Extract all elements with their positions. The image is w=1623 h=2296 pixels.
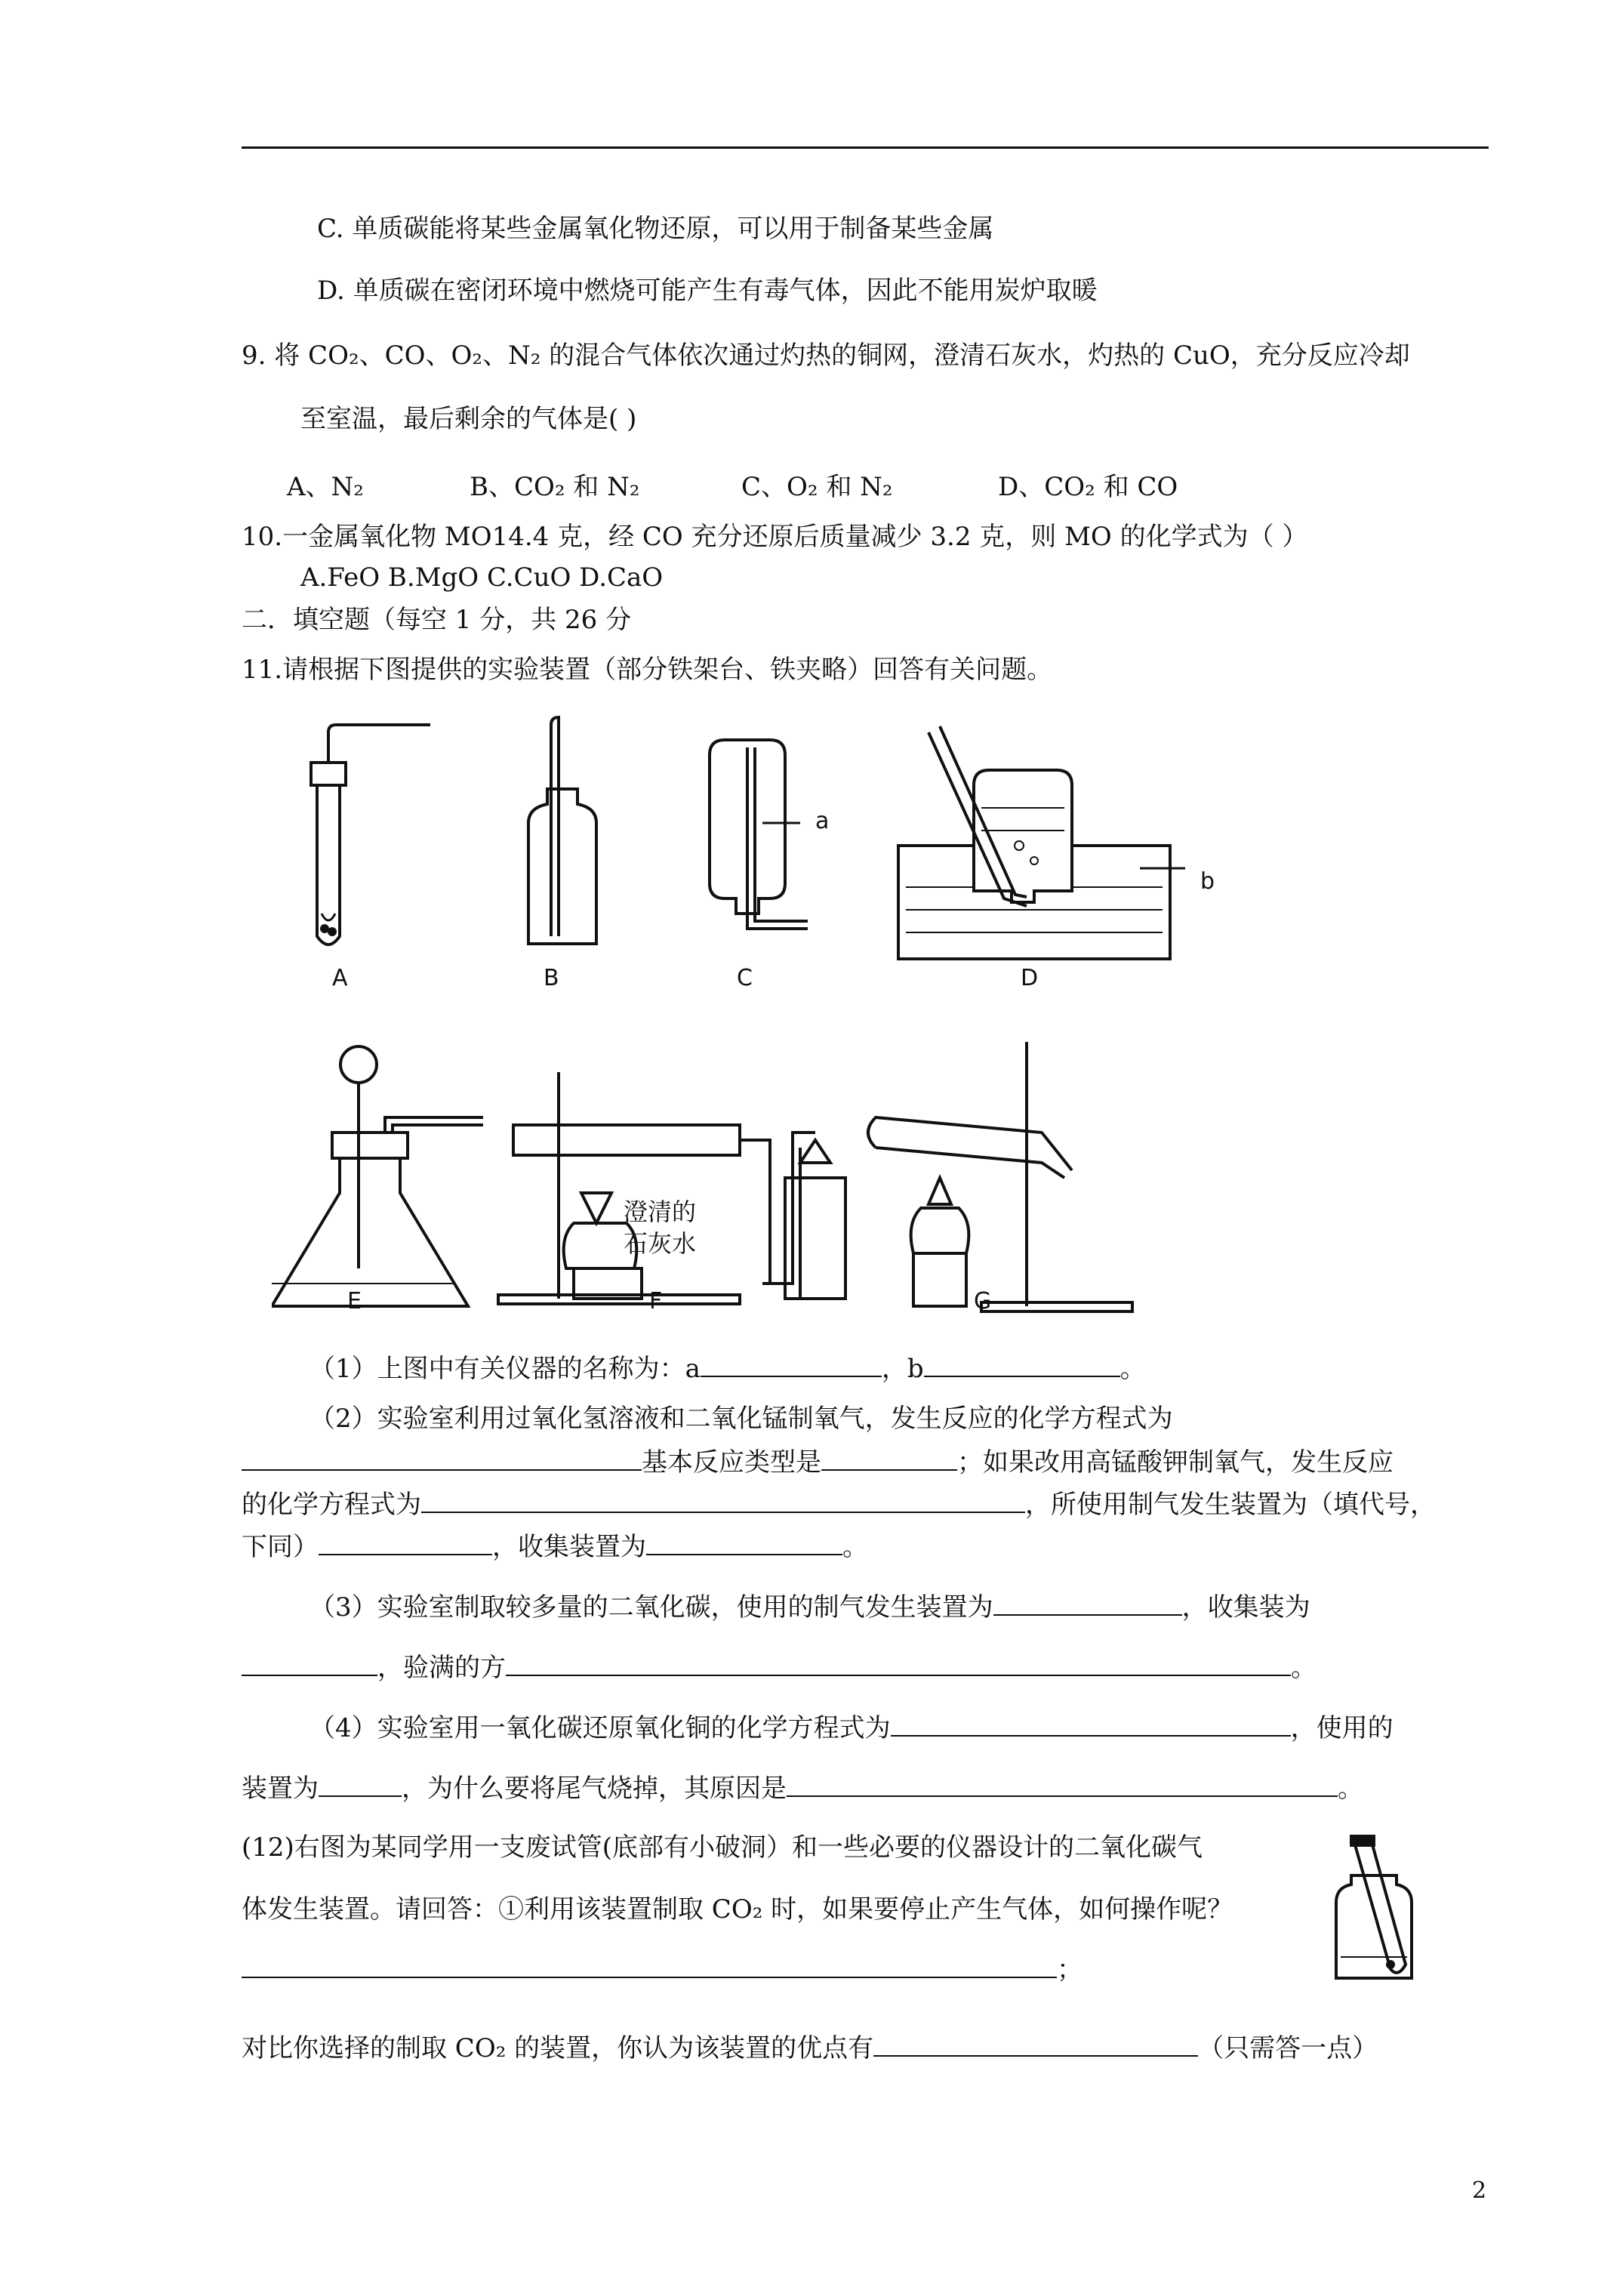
question-12-line-3 <box>242 1952 1083 1986</box>
part-2-line-3 <box>242 1487 1436 1521</box>
part-3-check-label: ，验满的方 <box>377 1653 506 1683</box>
blank-o2-generator[interactable] <box>319 1530 492 1555</box>
blank-h2o2-equation[interactable] <box>242 1445 642 1471</box>
limewater-label-2: 石灰水 <box>624 1229 697 1258</box>
apparatus-g <box>868 1042 1132 1311</box>
part-2-kmno4-text: ；如果改用高锰酸钾制氧气，发生反应 <box>957 1447 1394 1478</box>
q9-option-c: C、O₂ 和 N₂ <box>741 472 893 502</box>
apparatus-figure <box>272 710 1253 1329</box>
figure-label-f: F <box>649 1288 663 1314</box>
q12-device-figure <box>1329 1835 1419 1986</box>
blank-co2-collector[interactable] <box>242 1650 377 1676</box>
apparatus-b <box>528 717 596 944</box>
question-12-line-4 <box>242 2031 1378 2064</box>
part-2-end: 。 <box>842 1532 868 1562</box>
blank-reaction-type[interactable] <box>821 1445 957 1471</box>
blank-co-device[interactable] <box>319 1771 402 1797</box>
limewater-label-1: 澄清的 <box>624 1197 697 1226</box>
figure-label-e: E <box>347 1288 362 1314</box>
figure-label-g: G <box>974 1288 992 1314</box>
blank-check-full-method[interactable] <box>506 1650 1291 1676</box>
option-c-line: C. 单质碳能将某些金属氧化物还原，可以用于制备某些金属 <box>317 214 994 244</box>
blank-co-cuo-equation[interactable] <box>891 1711 1291 1737</box>
part-3-line-2 <box>242 1650 1317 1684</box>
blank-co2-generator[interactable] <box>993 1590 1182 1616</box>
q12-advantage-label: 对比你选择的制取 CO₂ 的装置，你认为该装置的优点有 <box>242 2033 874 2063</box>
q9-option-b: B、CO₂ 和 N₂ <box>470 472 640 502</box>
apparatus-d <box>898 726 1185 959</box>
part-3-line-1 <box>310 1590 1310 1623</box>
blank-a-name[interactable] <box>701 1351 882 1377</box>
blank-o2-collector[interactable] <box>646 1530 842 1555</box>
question-11: 11.请根据下图提供的实验装置（部分铁架台、铁夹略）回答有关问题。 <box>242 655 1053 685</box>
q12-note: （只需答一点） <box>1198 2033 1378 2063</box>
section-2-heading: 二．填空题（每空 1 分，共 26 分 <box>242 605 632 635</box>
part-2-line-1: （2）实验室利用过氧化氢溶液和二氧化锰制氧气，发生反应的化学方程式为 <box>310 1404 1173 1434</box>
part-4-device-label: ，使用的 <box>1290 1713 1394 1743</box>
part-2-type-label: 基本反应类型是 <box>642 1447 821 1478</box>
apparatus-f <box>498 1072 845 1304</box>
blank-b-name[interactable] <box>924 1351 1120 1377</box>
question-12-line-2: 体发生装置。请回答：①利用该装置制取 CO₂ 时，如果要停止产生气体，如何操作呢？ <box>242 1894 1233 1925</box>
part-1-end: 。 <box>1119 1354 1146 1384</box>
part-3-collect-label: ，收集装为 <box>1181 1592 1310 1623</box>
figure-label-b: B <box>544 965 559 991</box>
figure-label-d: D <box>1021 965 1039 991</box>
part-3-end: 。 <box>1291 1653 1317 1683</box>
part-4-device-text: 装置为 <box>242 1774 319 1804</box>
callout-a: a <box>815 808 830 834</box>
part-4-reason-label: ，为什么要将尾气烧掉，其原因是 <box>402 1774 787 1804</box>
q9-option-a: A、N₂ <box>287 472 364 502</box>
part-2-eq-label: 的化学方程式为 <box>242 1490 421 1520</box>
part-2-line-2 <box>242 1445 1394 1478</box>
part-2-device-label: ，所使用制气发生装置为（填代号， <box>1025 1490 1436 1520</box>
part-1-text: （1）上图中有关仪器的名称为：a <box>310 1354 701 1384</box>
part-3-text: （3）实验室制取较多量的二氧化碳，使用的制气发生装置为 <box>310 1592 993 1623</box>
header-rule <box>242 146 1489 149</box>
question-9-cont: 至室温，最后剩余的气体是( ) <box>300 404 637 434</box>
page-number: 2 <box>1472 2177 1487 2204</box>
apparatus-c <box>710 740 808 929</box>
question-10: 10.一金属氧化物 MO14.4 克，经 CO 充分还原后质量减少 3.2 克，则 MO 的化学式为（ ） <box>242 522 1308 552</box>
part-2-line-4 <box>242 1530 868 1563</box>
apparatus-a <box>311 725 430 945</box>
figure-label-c: C <box>737 965 753 991</box>
part-2-collect-label: ，收集装置为 <box>492 1532 646 1562</box>
question-12-line-1: (12)右图为某同学用一支废试管(底部有小破洞）和一些必要的仪器设计的二氧化碳气 <box>242 1832 1203 1863</box>
figure-label-a: A <box>332 965 348 991</box>
part-4-line-2 <box>242 1771 1363 1804</box>
q12-semicolon: ； <box>1057 1955 1083 1985</box>
part-2-same-below: 下同） <box>242 1532 319 1562</box>
part-1-b: ，b <box>881 1354 924 1384</box>
part-4-end: 。 <box>1338 1774 1363 1804</box>
part-1-line <box>310 1351 1146 1385</box>
q9-option-d: D、CO₂ 和 CO <box>998 472 1178 502</box>
blank-advantage[interactable] <box>873 2031 1198 2057</box>
apparatus-e <box>272 1046 483 1306</box>
q10-options: A.FeO B.MgO C.CuO D.CaO <box>300 562 664 593</box>
blank-kmno4-equation[interactable] <box>421 1487 1025 1513</box>
callout-b: b <box>1200 868 1215 895</box>
part-4-text: （4）实验室用一氧化碳还原氧化铜的化学方程式为 <box>310 1713 891 1743</box>
option-d-line: D. 单质碳在密闭环境中燃烧可能产生有毒气体，因此不能用炭炉取暖 <box>317 276 1098 306</box>
question-9: 9. 将 CO₂、CO、O₂、N₂ 的混合气体依次通过灼热的铜网，澄清石灰水，灼热的 CuO，充分反应冷却 <box>242 341 1410 371</box>
blank-stop-gas-operation[interactable] <box>242 1952 1057 1978</box>
part-4-line-1 <box>310 1711 1394 1744</box>
blank-tail-gas-reason[interactable] <box>787 1771 1338 1797</box>
